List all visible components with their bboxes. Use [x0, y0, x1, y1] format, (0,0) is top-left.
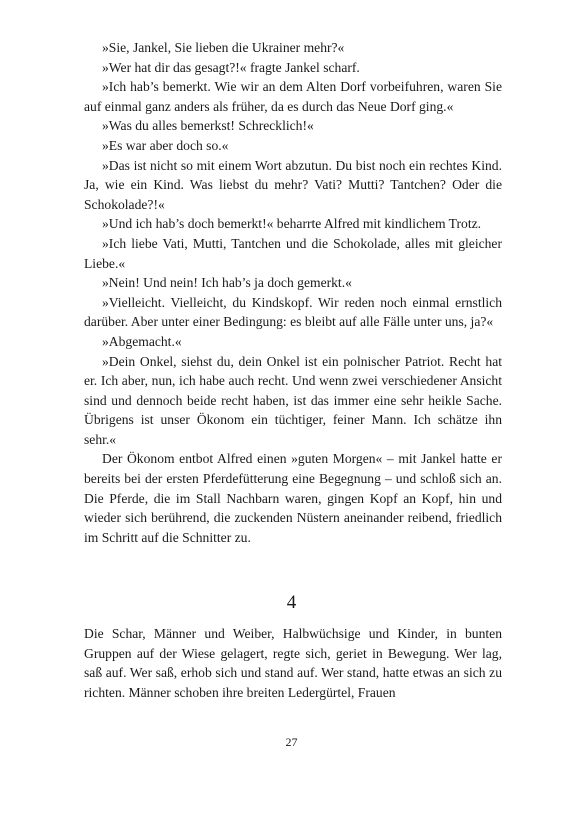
paragraph: Die Schar, Männer und Weiber, Halbwüchsige und Kinder, in bunten Gruppen auf der Wiese gelagert, regte sich, geriet in Bewegung. Wer lag, saß auf. Wer saß, erhob sich und stand auf. Wer stand, hatte etwas an sich zu richten. Männer schoben ihre breiten Ledergürtel, Frauen	[84, 626, 502, 700]
paragraph: »Vielleicht. Vielleicht, du Kindskopf. Wir reden noch einmal ernstlich darüber. Aber unter einer Bedingung: es bleibt auf alle Fälle unter uns, ja?«	[84, 294, 502, 330]
paragraph: »Ich liebe Vati, Mutti, Tantchen und die Schokolade, alles mit gleicher Liebe.«	[84, 235, 502, 271]
paragraph: »Ich hab’s bemerkt. Wie wir an dem Alten Dorf vorbeifuhren, waren Sie auf einmal ganz anders als früher, da es durch das Neue Dorf ging.«	[84, 79, 502, 114]
chapter-opening	[84, 624, 502, 702]
paragraph: »Abgemacht.«	[102, 333, 182, 349]
chapter-number: 4	[286, 592, 297, 613]
paragraph: »Das ist nicht so mit einem Wort abzutun. Du bist noch ein rechtes Kind. Ja, wie ein Kind. Was liebst du mehr? Vati? Mutti? Tantchen? Oder die Schokolade?!«	[84, 157, 502, 212]
paragraph: »Sie, Jankel, Sie lieben die Ukrainer mehr?«	[102, 40, 345, 55]
paragraph: »Was du alles bemerkst! Schrecklich!«	[102, 118, 314, 134]
page-number: 27	[285, 735, 298, 749]
paragraph: »Und ich hab’s doch bemerkt!« beharrte Alfred mit kindlichem Trotz.	[102, 216, 482, 232]
paragraph: Der Ökonom entbot Alfred einen »guten Morgen« – mit Jankel hatte er bereits bei der ersten Pferdefütterung eine Begegnung – und schloß sich an. Die Pferde, die im Stall Nachbarn waren, gingen Kopf an Kopf, hin und wieder sich berührend, die zuckenden Nüstern aneinander reibend, friedlich im Schritt auf die Schnitter zu.	[84, 451, 502, 545]
paragraph: »Es war aber doch so.«	[102, 137, 229, 153]
paragraph: »Dein Onkel, siehst du, dein Onkel ist ein polnischer Patriot. Recht hat er. Ich aber, nun, ich habe auch recht. Und wenn zwei verschiedener Ansicht sind und dennoch beide recht haben, ist das immer eine sehr heikle Sache. Übrigens ist unser Ökonom ein tüchtiger, feiner Mann. Ich schätze ihn sehr.«	[84, 353, 502, 447]
paragraph: »Nein! Und nein! Ich hab’s ja doch gemerkt.«	[102, 275, 352, 291]
paragraph: »Wer hat dir das gesagt?!« fragte Jankel scharf.	[102, 59, 360, 75]
dialogue-section	[84, 38, 502, 547]
